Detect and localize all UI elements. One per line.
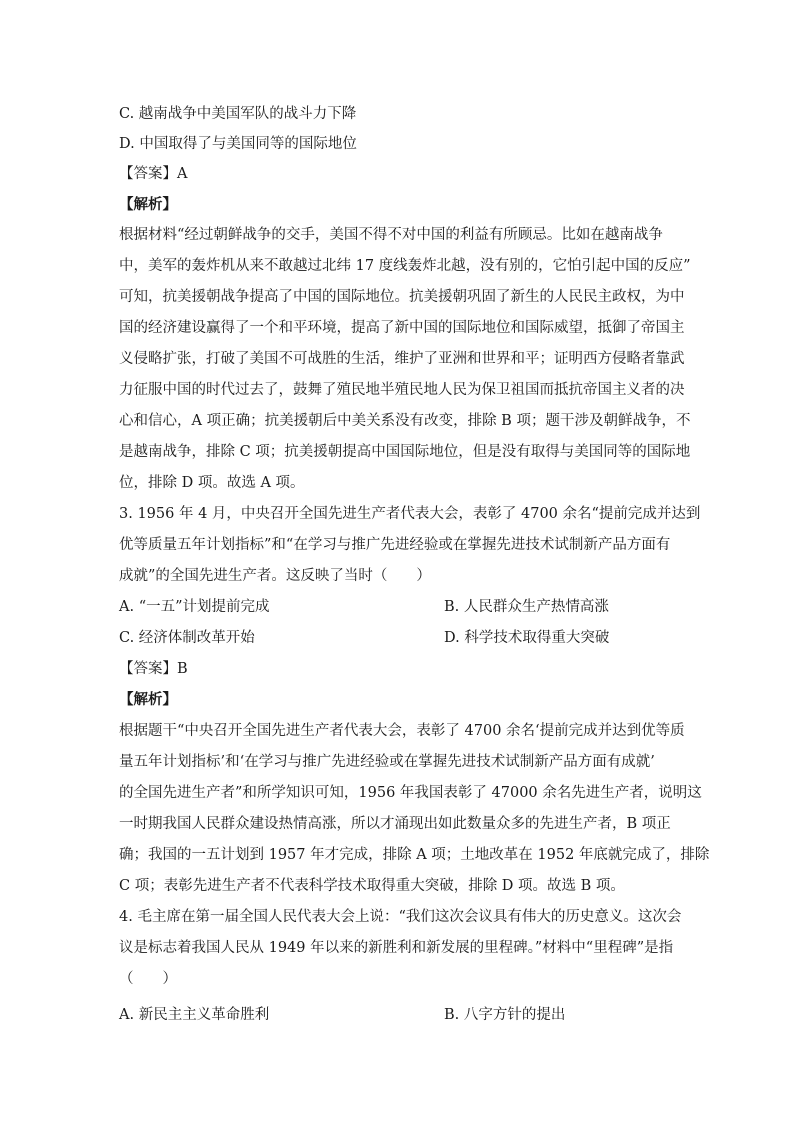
answer-q3: 【答案】B [119,661,188,677]
option-c-q2: C. 越南战争中美国军队的战斗力下降 [119,106,357,122]
analysis-line-q2: 是越南战争，排除 C 项；抗美援朝提高中国国际地位，但是没有取得与美国同等的国际地 [119,444,691,460]
question-3-stem: 成就”的全国先进生产者。这反映了当时（ ） [119,568,431,584]
question-4-stem: （ ） [119,971,177,987]
analysis-heading-q3: 【解析】 [119,691,177,708]
option-b-q3: B. 人民群众生产热情高涨 [444,599,609,615]
analysis-line-q2: 力征服中国的时代过去了，鼓舞了殖民地半殖民地人民为保卫祖国而抵抗帝国主义者的决 [119,382,685,398]
analysis-line-q2: 国的经济建设赢得了一个和平环境，提高了新中国的国际地位和国际威望，抵御了帝国主 [119,320,685,336]
analysis-line-q3: 一时期我国人民群众建设热情高涨，所以才涌现出如此数量众多的先进生产者，B 项正 [119,816,671,832]
analysis-line-q3: 根据题干“中央召开全国先进生产者代表大会，表彰了 4700 余名‘提前完成并达到优等质 [119,723,685,739]
analysis-line-q3: C 项；表彰先进生产者不代表科学技术取得重大突破，排除 D 项。故选 B 项。 [119,878,625,894]
option-c-q3: C. 经济体制改革开始 [119,630,255,646]
option-a-q3: A. “一五”计划提前完成 [119,599,270,615]
option-d-q3: D. 科学技术取得重大突破 [444,630,610,646]
analysis-line-q2: 中，美军的轰炸机从来不敢越过北纬 17 度线轰炸北越，没有别的，它怕引起中国的反应” [119,258,691,274]
option-a-q4: A. 新民主主义革命胜利 [119,1007,270,1023]
analysis-line-q3: 量五年计划指标’和‘在学习与推广先进经验或在掌握先进技术试制新产品方面有成就’ [119,754,655,770]
question-3-stem: 优等质量五年计划指标”和“在学习与推广先进经验或在掌握先进技术试制新产品方面有 [119,537,671,553]
analysis-line-q2: 可知，抗美援朝战争提高了中国的国际地位。抗美援朝巩固了新生的人民民主政权，为中 [119,289,685,305]
analysis-line-q2: 义侵略扩张，打破了美国不可战胜的生活，维护了亚洲和世界和平；证明西方侵略者靠武 [119,351,685,367]
question-4-stem: 4. 毛主席在第一届全国人民代表大会上说：“我们这次会议具有伟大的历史意义。这次会 [119,909,682,925]
analysis-line-q3: 的全国先进生产者”和所学知识可知，1956 年我国表彰了 47000 余名先进生产者，说明这 [119,785,702,801]
option-d-q2: D. 中国取得了与美国同等的国际地位 [119,136,357,152]
question-3-stem: 3. 1956 年 4 月，中央召开全国先进生产者代表大会，表彰了 4700 余名“提前完成并达到 [119,506,701,522]
analysis-line-q3: 确；我国的一五计划到 1957 年才完成，排除 A 项；土地改革在 1952 年底就完成了，排除 [119,847,710,863]
option-b-q4: B. 八字方针的提出 [444,1007,566,1023]
analysis-heading-q2: 【解析】 [119,196,177,213]
analysis-line-q2: 心和信心，A 项正确；抗美援朝后中美关系没有改变，排除 B 项；题干涉及朝鲜战争，不 [119,413,691,429]
question-4-stem: 议是标志着我国人民从 1949 年以来的新胜利和新发展的里程碑。”材料中“里程碑”是指 [119,940,674,956]
answer-q2: 【答案】A [119,166,188,182]
analysis-line-q2: 根据材料“经过朝鲜战争的交手，美国不得不对中国的利益有所顾忌。比如在越南战争 [119,227,663,243]
analysis-line-q2: 位，排除 D 项。故选 A 项。 [119,475,305,491]
